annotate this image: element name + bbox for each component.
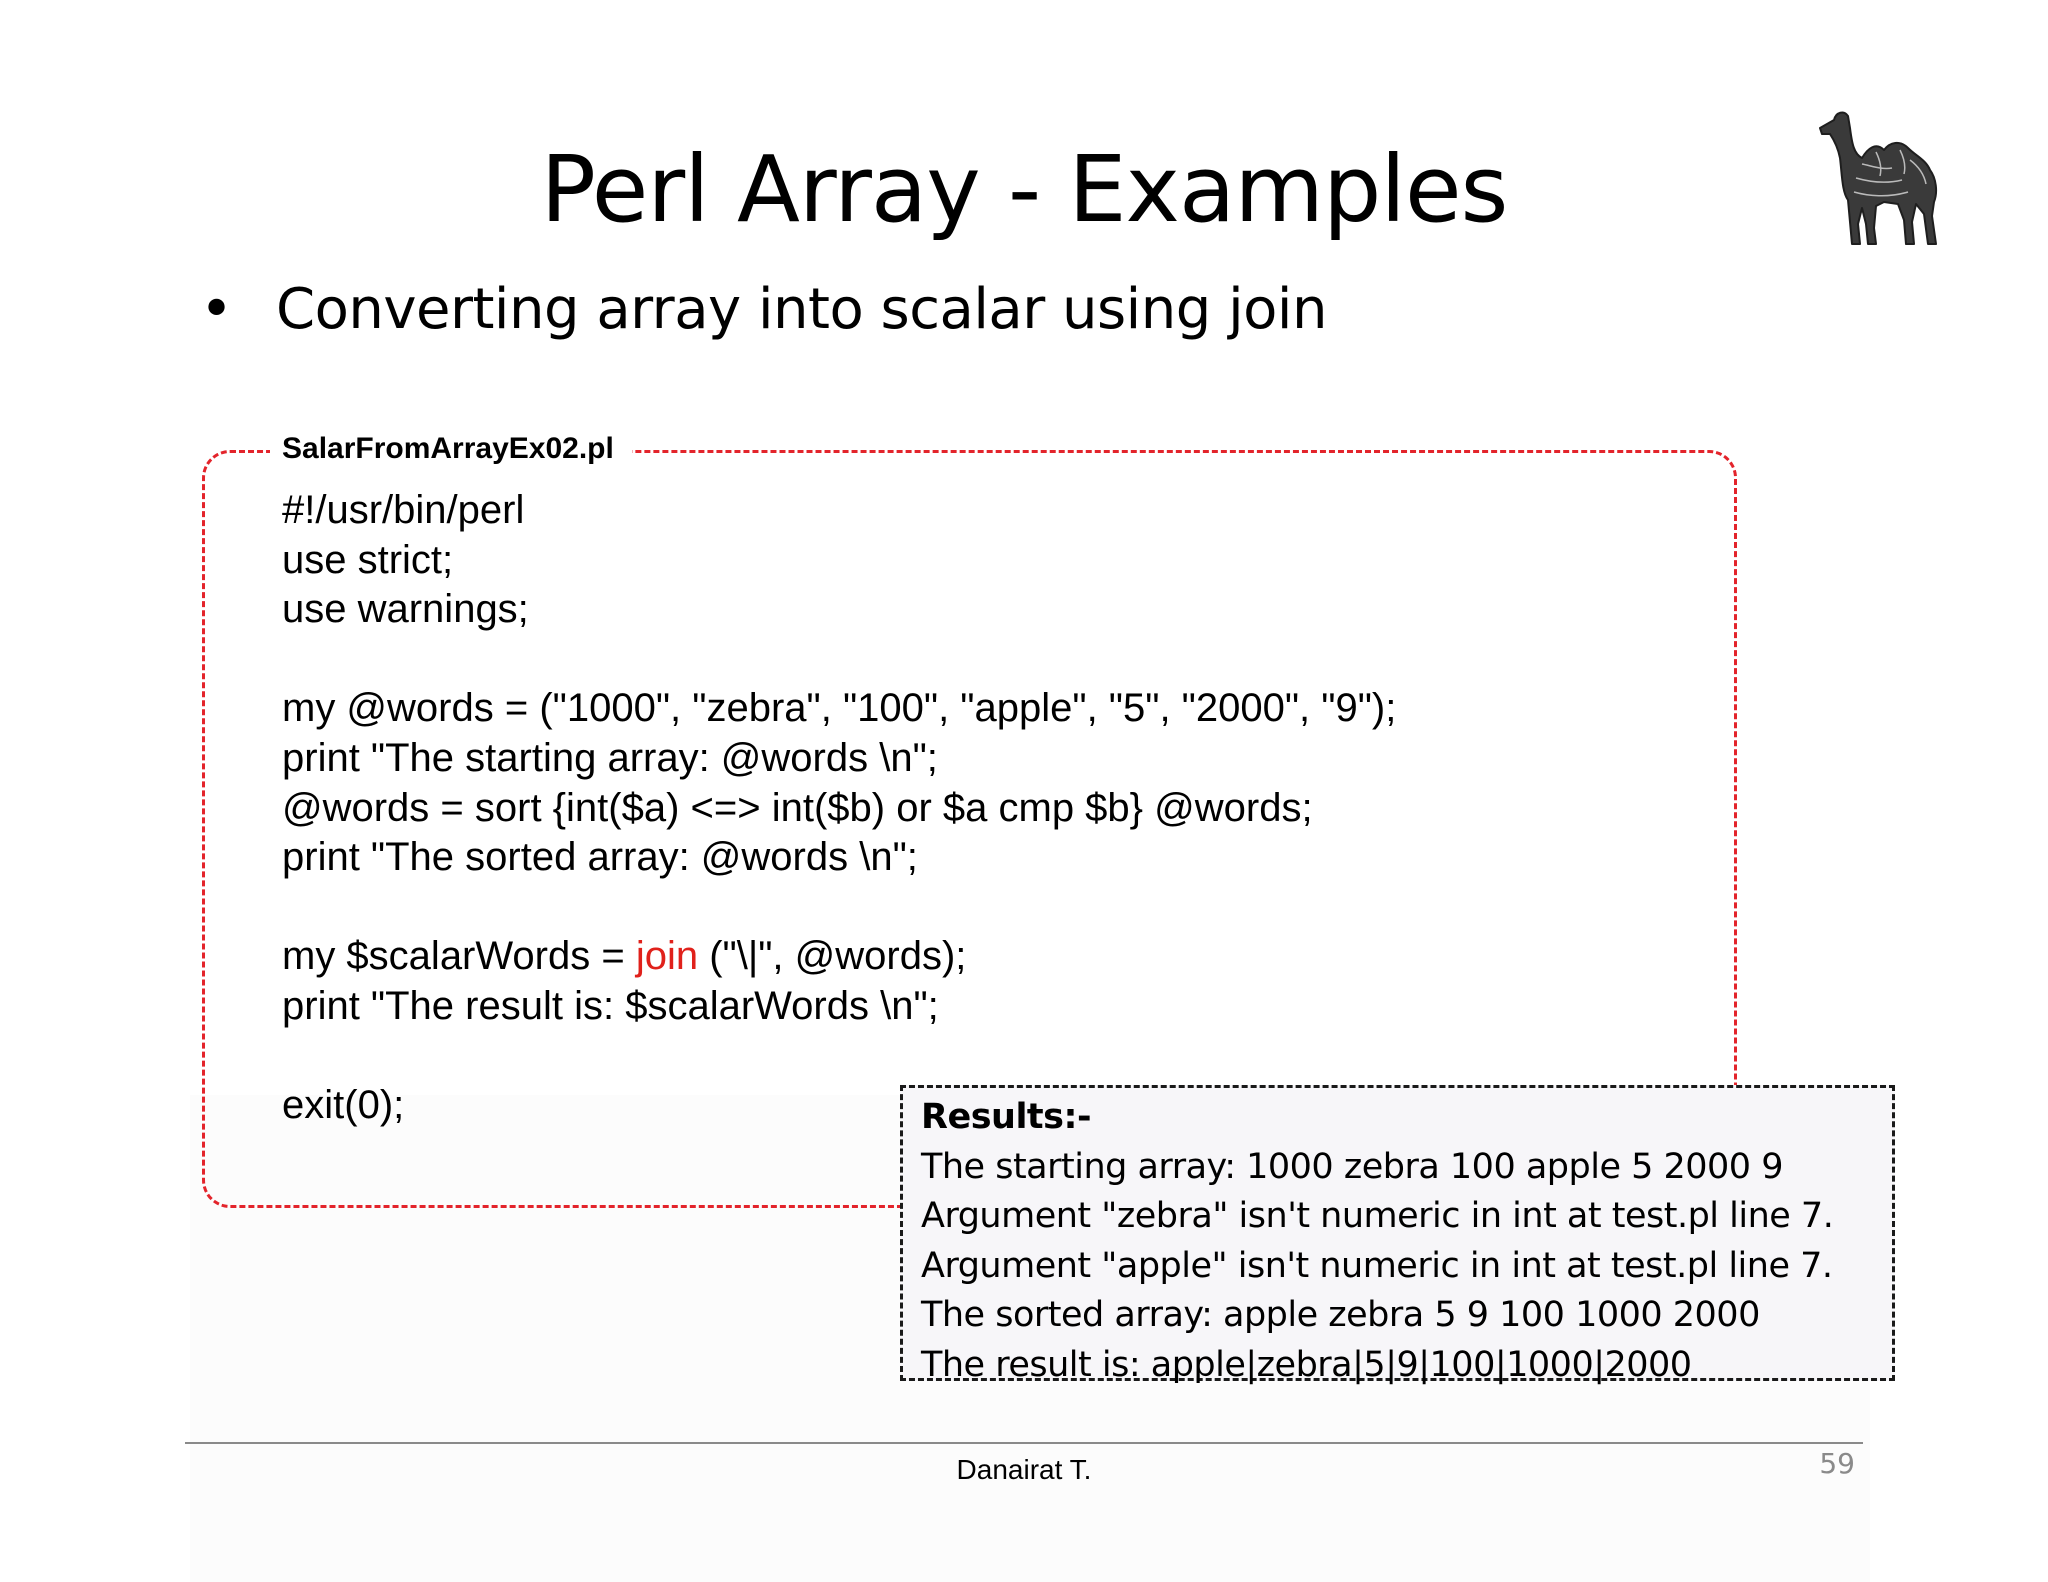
code-line-blank — [282, 635, 1396, 685]
code-line-join — [282, 932, 1396, 982]
code-line: print "The starting array: @words \n"; — [282, 735, 938, 780]
code-line: print "The result is: $scalarWords \n"; — [282, 983, 939, 1028]
result-line: Argument "apple" isn't numeric in int at test.pl line 7. — [921, 1245, 1833, 1286]
bullet-symbol: • — [200, 277, 233, 342]
slide-title: Perl Array - Examples — [540, 136, 1508, 243]
page-number: 59 — [1819, 1447, 1855, 1480]
code-line: use strict; — [282, 537, 454, 582]
code-line: use warnings; — [282, 587, 529, 632]
results-heading: Results:- — [921, 1097, 1092, 1137]
bullet-text: Converting array into scalar using join — [276, 277, 1327, 342]
code-line-blank — [282, 1032, 1396, 1082]
perl-camel-icon — [1812, 104, 1947, 254]
code-line-blank — [282, 883, 1396, 933]
result-line: The sorted array: apple zebra 5 9 100 1000 2000 — [921, 1295, 1760, 1336]
footer-divider — [185, 1442, 1863, 1444]
footer-author: Danairat T. — [956, 1454, 1092, 1485]
result-line: The result is: apple|zebra|5|9|100|1000|2000 — [921, 1344, 1692, 1385]
code-line: #!/usr/bin/perl — [282, 488, 525, 532]
code-segment: my $scalarWords = — [282, 934, 636, 979]
result-line: The starting array: 1000 zebra 100 apple 5 2000 9 — [921, 1146, 1783, 1187]
code-line: print "The sorted array: @words \n"; — [282, 835, 918, 880]
results-box — [900, 1085, 1895, 1385]
code-filename: SalarFromArrayEx02.pl — [270, 428, 632, 470]
join-keyword: join — [635, 934, 699, 979]
code-block — [282, 486, 1396, 1131]
code-line: @words = sort {int($a) <=> int($b) or $a cmp $b} @words; — [282, 785, 1313, 830]
code-segment: ("\|", @words); — [698, 934, 967, 979]
code-line: my @words = ("1000", "zebra", "100", "apple", "5", "2000", "9"); — [282, 686, 1397, 731]
bullet-point — [200, 275, 1327, 345]
code-line: exit(0); — [282, 1083, 405, 1128]
result-line: Argument "zebra" isn't numeric in int at test.pl line 7. — [921, 1196, 1834, 1237]
